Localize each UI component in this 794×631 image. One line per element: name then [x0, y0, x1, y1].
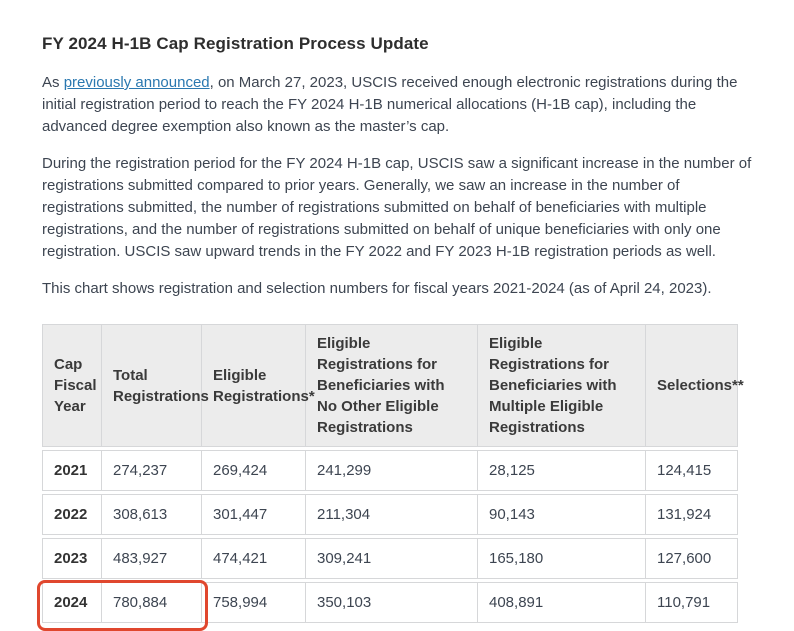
- eligible-registrations-cell: 301,447: [202, 494, 306, 535]
- header-total-registrations: Total Registrations: [102, 324, 202, 447]
- eligible-registrations-cell: 474,421: [202, 538, 306, 579]
- header-cap-fiscal-year: Cap Fiscal Year: [42, 324, 102, 447]
- selections-cell: 127,600: [646, 538, 738, 579]
- year-cell: 2022: [42, 494, 102, 535]
- no-other-eligible-cell: 241,299: [306, 450, 478, 491]
- header-no-other-eligible: Eligible Registrations for Beneficiaries with No Other Eligible Registrations: [306, 324, 478, 447]
- selections-cell: 131,924: [646, 494, 738, 535]
- no-other-eligible-cell: 350,103: [306, 582, 478, 623]
- total-registrations-cell: 483,927: [102, 538, 202, 579]
- paragraph-announcement-prefix: As: [42, 74, 64, 91]
- year-cell: 2024: [42, 582, 102, 623]
- no-other-eligible-cell: 211,304: [306, 494, 478, 535]
- multiple-eligible-cell: 90,143: [478, 494, 646, 535]
- no-other-eligible-cell: 309,241: [306, 538, 478, 579]
- multiple-eligible-cell: 408,891: [478, 582, 646, 623]
- total-registrations-cell: 274,237: [102, 450, 202, 491]
- total-registrations-cell: 780,884: [102, 582, 202, 623]
- page-title: FY 2024 H-1B Cap Registration Process Update: [42, 34, 429, 53]
- year-cell: 2023: [42, 538, 102, 579]
- paragraph-registration-increase: During the registration period for the FY 2024 H-1B cap, USCIS saw a significant increase in the number of registrations submitted compared to prior years. Generally, we saw an increase in the number of registrations submitted, the number of registrations submitted on behalf of beneficiaries with multiple registrations, and the number of registrations submitted on behalf of unique beneficiaries with only one registration. USCIS saw upward trends in the FY 2022 and FY 2023 H-1B registration periods as well.: [42, 155, 752, 260]
- selections-cell: 124,415: [646, 450, 738, 491]
- paragraph-announcement-suffix: , on March 27, 2023, USCIS received enough electronic registrations during the initial registration period to reach the FY 2024 H-1B numerical allocations (H-1B cap), including the advanced degree exemption also known as the master’s cap.: [42, 74, 738, 135]
- previously-announced-link[interactable]: previously announced: [63, 74, 210, 91]
- table-header-row: [42, 324, 738, 447]
- selections-cell: 110,791: [646, 582, 738, 623]
- registration-table-container: [42, 321, 744, 626]
- table-row-2021: [42, 450, 738, 491]
- multiple-eligible-cell: 28,125: [478, 450, 646, 491]
- multiple-eligible-cell: 165,180: [478, 538, 646, 579]
- total-registrations-cell: 308,613: [102, 494, 202, 535]
- header-eligible-registrations: Eligible Registrations*: [202, 324, 306, 447]
- header-multiple-eligible: Eligible Registrations for Beneficiaries with Multiple Eligible Registrations: [478, 324, 646, 447]
- eligible-registrations-cell: 269,424: [202, 450, 306, 491]
- table-row-2022: [42, 494, 738, 535]
- year-cell: 2021: [42, 450, 102, 491]
- table-row-2024: [42, 582, 738, 623]
- eligible-registrations-cell: 758,994: [202, 582, 306, 623]
- table-row-2023: [42, 538, 738, 579]
- registration-table: [42, 321, 744, 626]
- paragraph-announcement: [42, 72, 752, 138]
- paragraph-chart-intro: This chart shows registration and selection numbers for fiscal years 2021-2024 (as of April 24, 2023).: [42, 280, 712, 297]
- header-selections: Selections**: [646, 324, 738, 447]
